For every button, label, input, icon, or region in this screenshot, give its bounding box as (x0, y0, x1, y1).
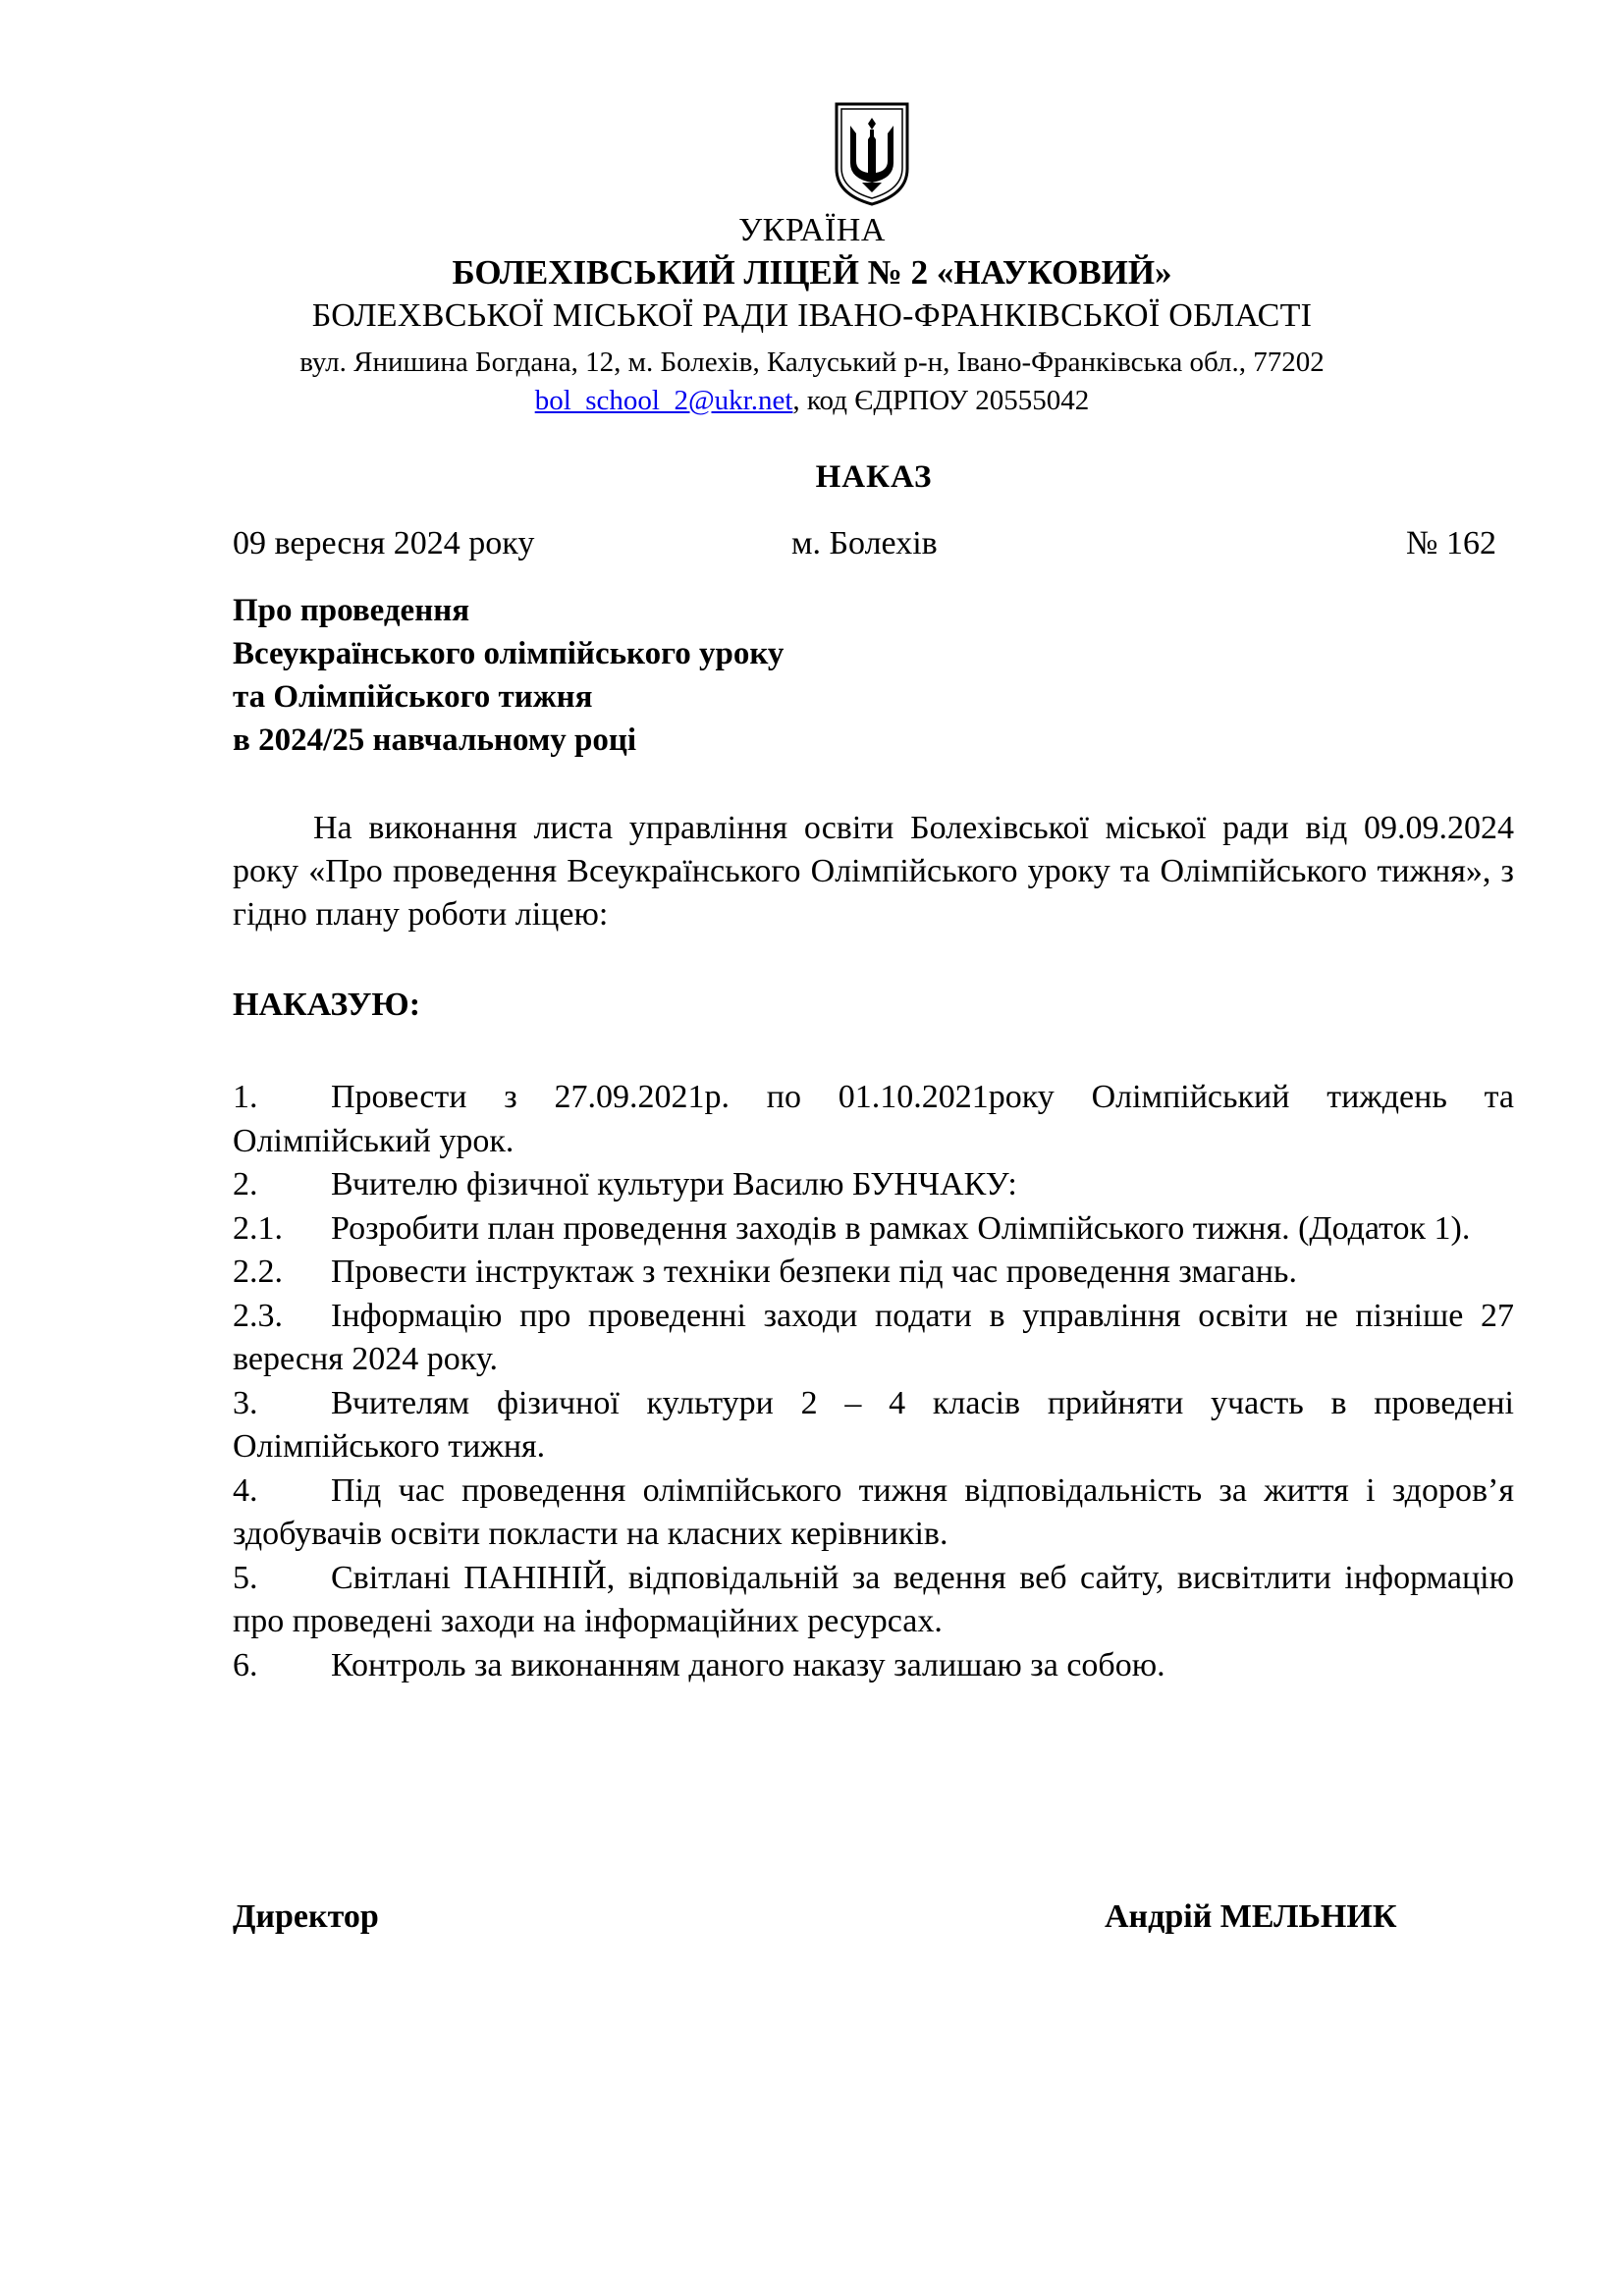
list-item (233, 1207, 1514, 1252)
order-title: НАКАЗ (815, 459, 933, 495)
item-text: Під час проведення олімпійського тижня відповідальність за життя і здоров’я здобувачів освіти покласти на класних керівників. (233, 1471, 1514, 1552)
list-item (233, 1076, 1514, 1163)
council-name: БОЛЕХВСЬКОЇ МІСЬКОЇ РАДИ ІВАНО-ФРАНКІВСЬКОЇ ОБЛАСТІ (311, 297, 1313, 334)
edrpou-code: , код ЄДРПОУ 20555042 (792, 385, 1090, 416)
order-directive-heading: НАКАЗУЮ: (233, 987, 421, 1023)
item-text: Провести інструктаж з техніки безпеки під час проведення змагань. (331, 1254, 1297, 1290)
list-item (233, 1644, 1514, 1688)
list-item (233, 1557, 1514, 1644)
country-name: УКРАЇНА (738, 212, 886, 248)
item-text: Вчителю фізичної культури Василю БУНЧАКУ: (331, 1166, 1017, 1202)
item-number: 5. (233, 1559, 258, 1596)
item-text: Інформацію про проведенні заходи подати в управління освіти не пізніше 27 вересня 2024 року. (233, 1297, 1514, 1377)
signatory-role: Директор (233, 1898, 379, 1935)
order-date: 09 вересня 2024 року (233, 525, 535, 561)
item-text: Розробити план проведення заходів в рамках Олімпійського тижня. (Додаток 1). (331, 1209, 1471, 1247)
item-number: 2.1. (233, 1209, 283, 1247)
school-name: БОЛЕХІВСЬКИЙ ЛІЦЕЙ № 2 «НАУКОВИЙ» (452, 253, 1172, 292)
item-number: 3. (233, 1384, 258, 1421)
subject-line: та Олімпійського тижня (233, 679, 593, 715)
list-item (233, 1163, 1514, 1207)
signatory-name: Андрій МЕЛЬНИК (1105, 1898, 1397, 1935)
item-number: 6. (233, 1646, 258, 1683)
item-text: Контроль за виконанням даного наказу залишаю за собою. (331, 1646, 1165, 1683)
order-subject (233, 589, 784, 762)
item-number: 2.2. (233, 1254, 283, 1290)
item-number: 2.3. (233, 1297, 283, 1334)
item-text: Провести з 27.09.2021р. по 01.10.2021року Олімпійський тиждень та Олімпійський урок. (233, 1079, 1514, 1159)
item-text: Вчителям фізичної культури 2 – 4 класів прийняти участь в проведені Олімпійського тижня. (233, 1384, 1514, 1465)
order-city: м. Болехів (791, 525, 938, 561)
subject-line: в 2024/25 навчальному році (233, 722, 637, 758)
trident-coat-of-arms-icon (833, 100, 911, 208)
list-item (233, 1251, 1514, 1295)
item-number: 4. (233, 1471, 258, 1509)
item-number: 1. (233, 1079, 258, 1115)
order-items-list (233, 1076, 1514, 1687)
list-item (233, 1469, 1514, 1557)
school-address: вул. Янишина Богдана, 12, м. Болехів, Калуський р-н, Івано-Франківська обл., 77202 (299, 347, 1325, 378)
subject-line: Всеукраїнського олімпійського уроку (233, 636, 785, 671)
order-number: № 162 (1406, 525, 1496, 561)
item-text: Світлані ПАНІНІЙ, відповідальній за ведення веб сайту, висвітлити інформацію про проведені заходи на інформаційних ресурсах. (233, 1559, 1514, 1639)
email-link[interactable]: bol_school_2@ukr.net (534, 385, 793, 416)
intro-paragraph: На виконання листа управління освіти Болехівської міської ради від 09.09.2024 року «Про проведення Всеукраїнського Олімпійського уроку та Олімпійського тижня», з гідно плану роботи ліцею: (233, 810, 1514, 933)
school-contacts (0, 385, 1624, 417)
list-item (233, 1295, 1514, 1382)
subject-line: Про проведення (233, 593, 470, 628)
item-number: 2. (233, 1166, 258, 1202)
list-item (233, 1382, 1514, 1469)
